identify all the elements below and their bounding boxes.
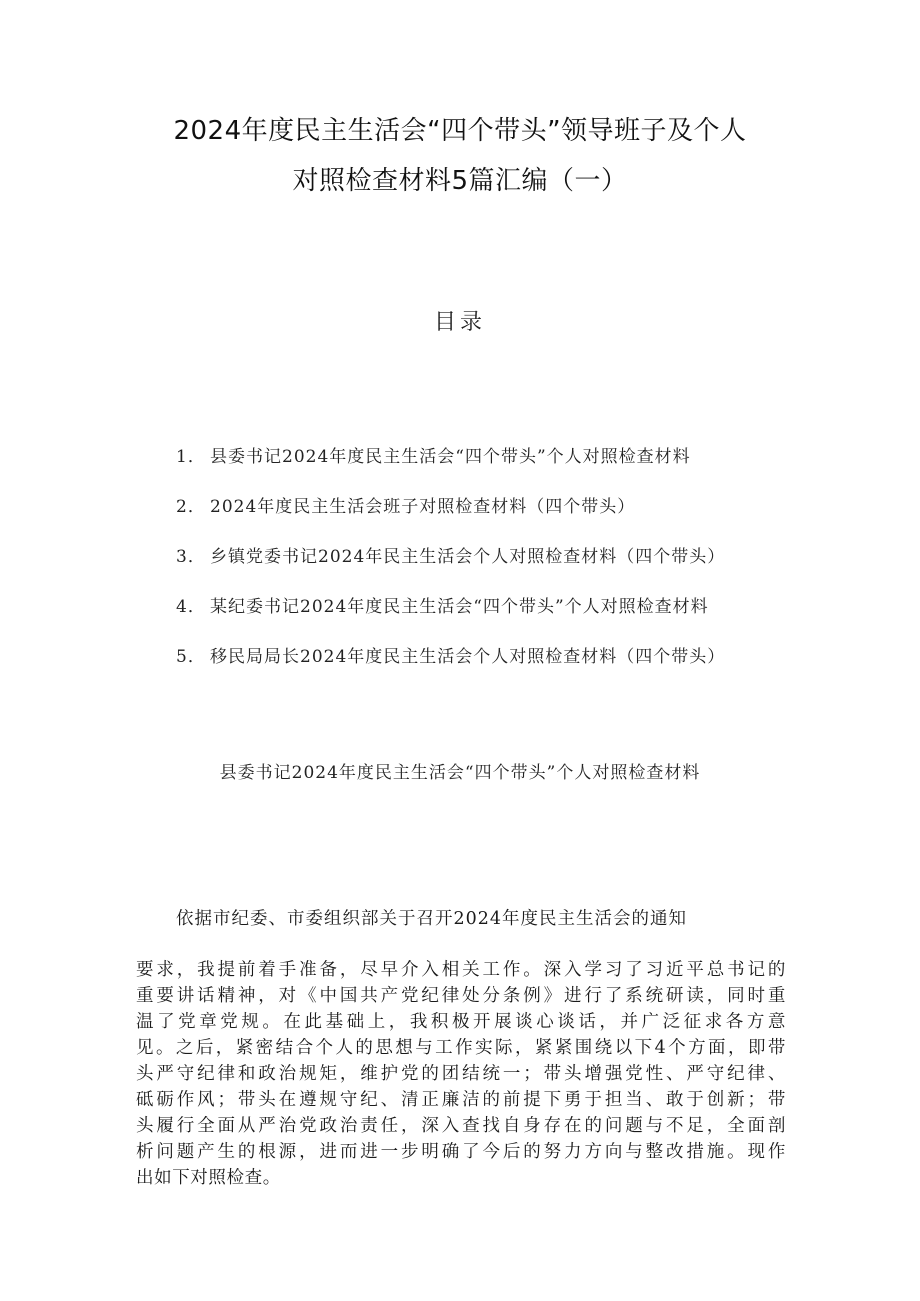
paragraph-line: 砥砺作风；带头在遵规守纪、清正廉洁的前提下勇于担当、敢于创新；带 — [136, 1090, 786, 1110]
toc-item-1 — [176, 440, 816, 490]
toc-item-5 — [176, 640, 816, 690]
paragraph-first-line: 依据市纪委、市委组织部关于召开2024年度民主生活会的通知 — [176, 909, 688, 929]
paragraph-body — [136, 957, 786, 1191]
toc-item-text: 乡镇党委书记2024年民主生活会个人对照检查材料（四个带头） — [210, 547, 726, 567]
toc-item-3 — [176, 540, 816, 590]
paragraph-line: 析问题产生的根源，进而进一步明确了今后的努力方向与整改措施。现作 — [136, 1142, 786, 1162]
toc-item-4 — [176, 590, 816, 640]
toc-item-number: 1． — [176, 447, 206, 467]
paragraph-line: 重要讲话精神，对《中国共产党纪律处分条例》进行了系统研读，同时重 — [136, 986, 786, 1006]
toc-item-text: 2024年度民主生活会班子对照检查材料（四个带头） — [210, 497, 636, 517]
document-title-line-1: 2024年度民主生活会“四个带头”领导班子及个人 — [173, 116, 747, 146]
toc-list — [176, 440, 816, 690]
toc-item-number: 5． — [176, 647, 206, 667]
toc-heading: 目录 — [433, 310, 486, 335]
paragraph-line: 头严守纪律和政治规矩，维护党的团结统一；带头增强党性、严守纪律、 — [136, 1064, 786, 1084]
toc-item-text: 某纪委书记2024年度民主生活会“四个带头”个人对照检查材料 — [210, 597, 709, 617]
toc-item-text: 移民局局长2024年度民主生活会个人对照检查材料（四个带头） — [210, 647, 726, 667]
paragraph-line: 温了党章党规。在此基础上，我积极开展谈心谈话，并广泛征求各方意 — [136, 1012, 786, 1032]
paragraph-line: 要求，我提前着手准备，尽早介入相关工作。深入学习了习近平总书记的 — [136, 960, 786, 980]
toc-item-2 — [176, 490, 816, 540]
toc-item-number: 3． — [176, 547, 206, 567]
paragraph-line: 见。之后，紧密结合个人的思想与工作实际，紧紧围绕以下4个方面，即带 — [136, 1038, 786, 1058]
toc-item-number: 4． — [176, 597, 206, 617]
toc-item-number: 2． — [176, 497, 206, 517]
paragraph-line: 出如下对照检查。 — [136, 1168, 281, 1188]
section-title: 县委书记2024年度民主生活会“四个带头”个人对照检查材料 — [219, 763, 701, 783]
paragraph-line: 头履行全面从严治党政治责任，深入查找自身存在的问题与不足，全面剖 — [136, 1116, 786, 1136]
toc-item-text: 县委书记2024年度民主生活会“四个带头”个人对照检查材料 — [210, 447, 691, 467]
document-title-line-2: 对照检查材料5篇汇编（一） — [292, 166, 628, 196]
